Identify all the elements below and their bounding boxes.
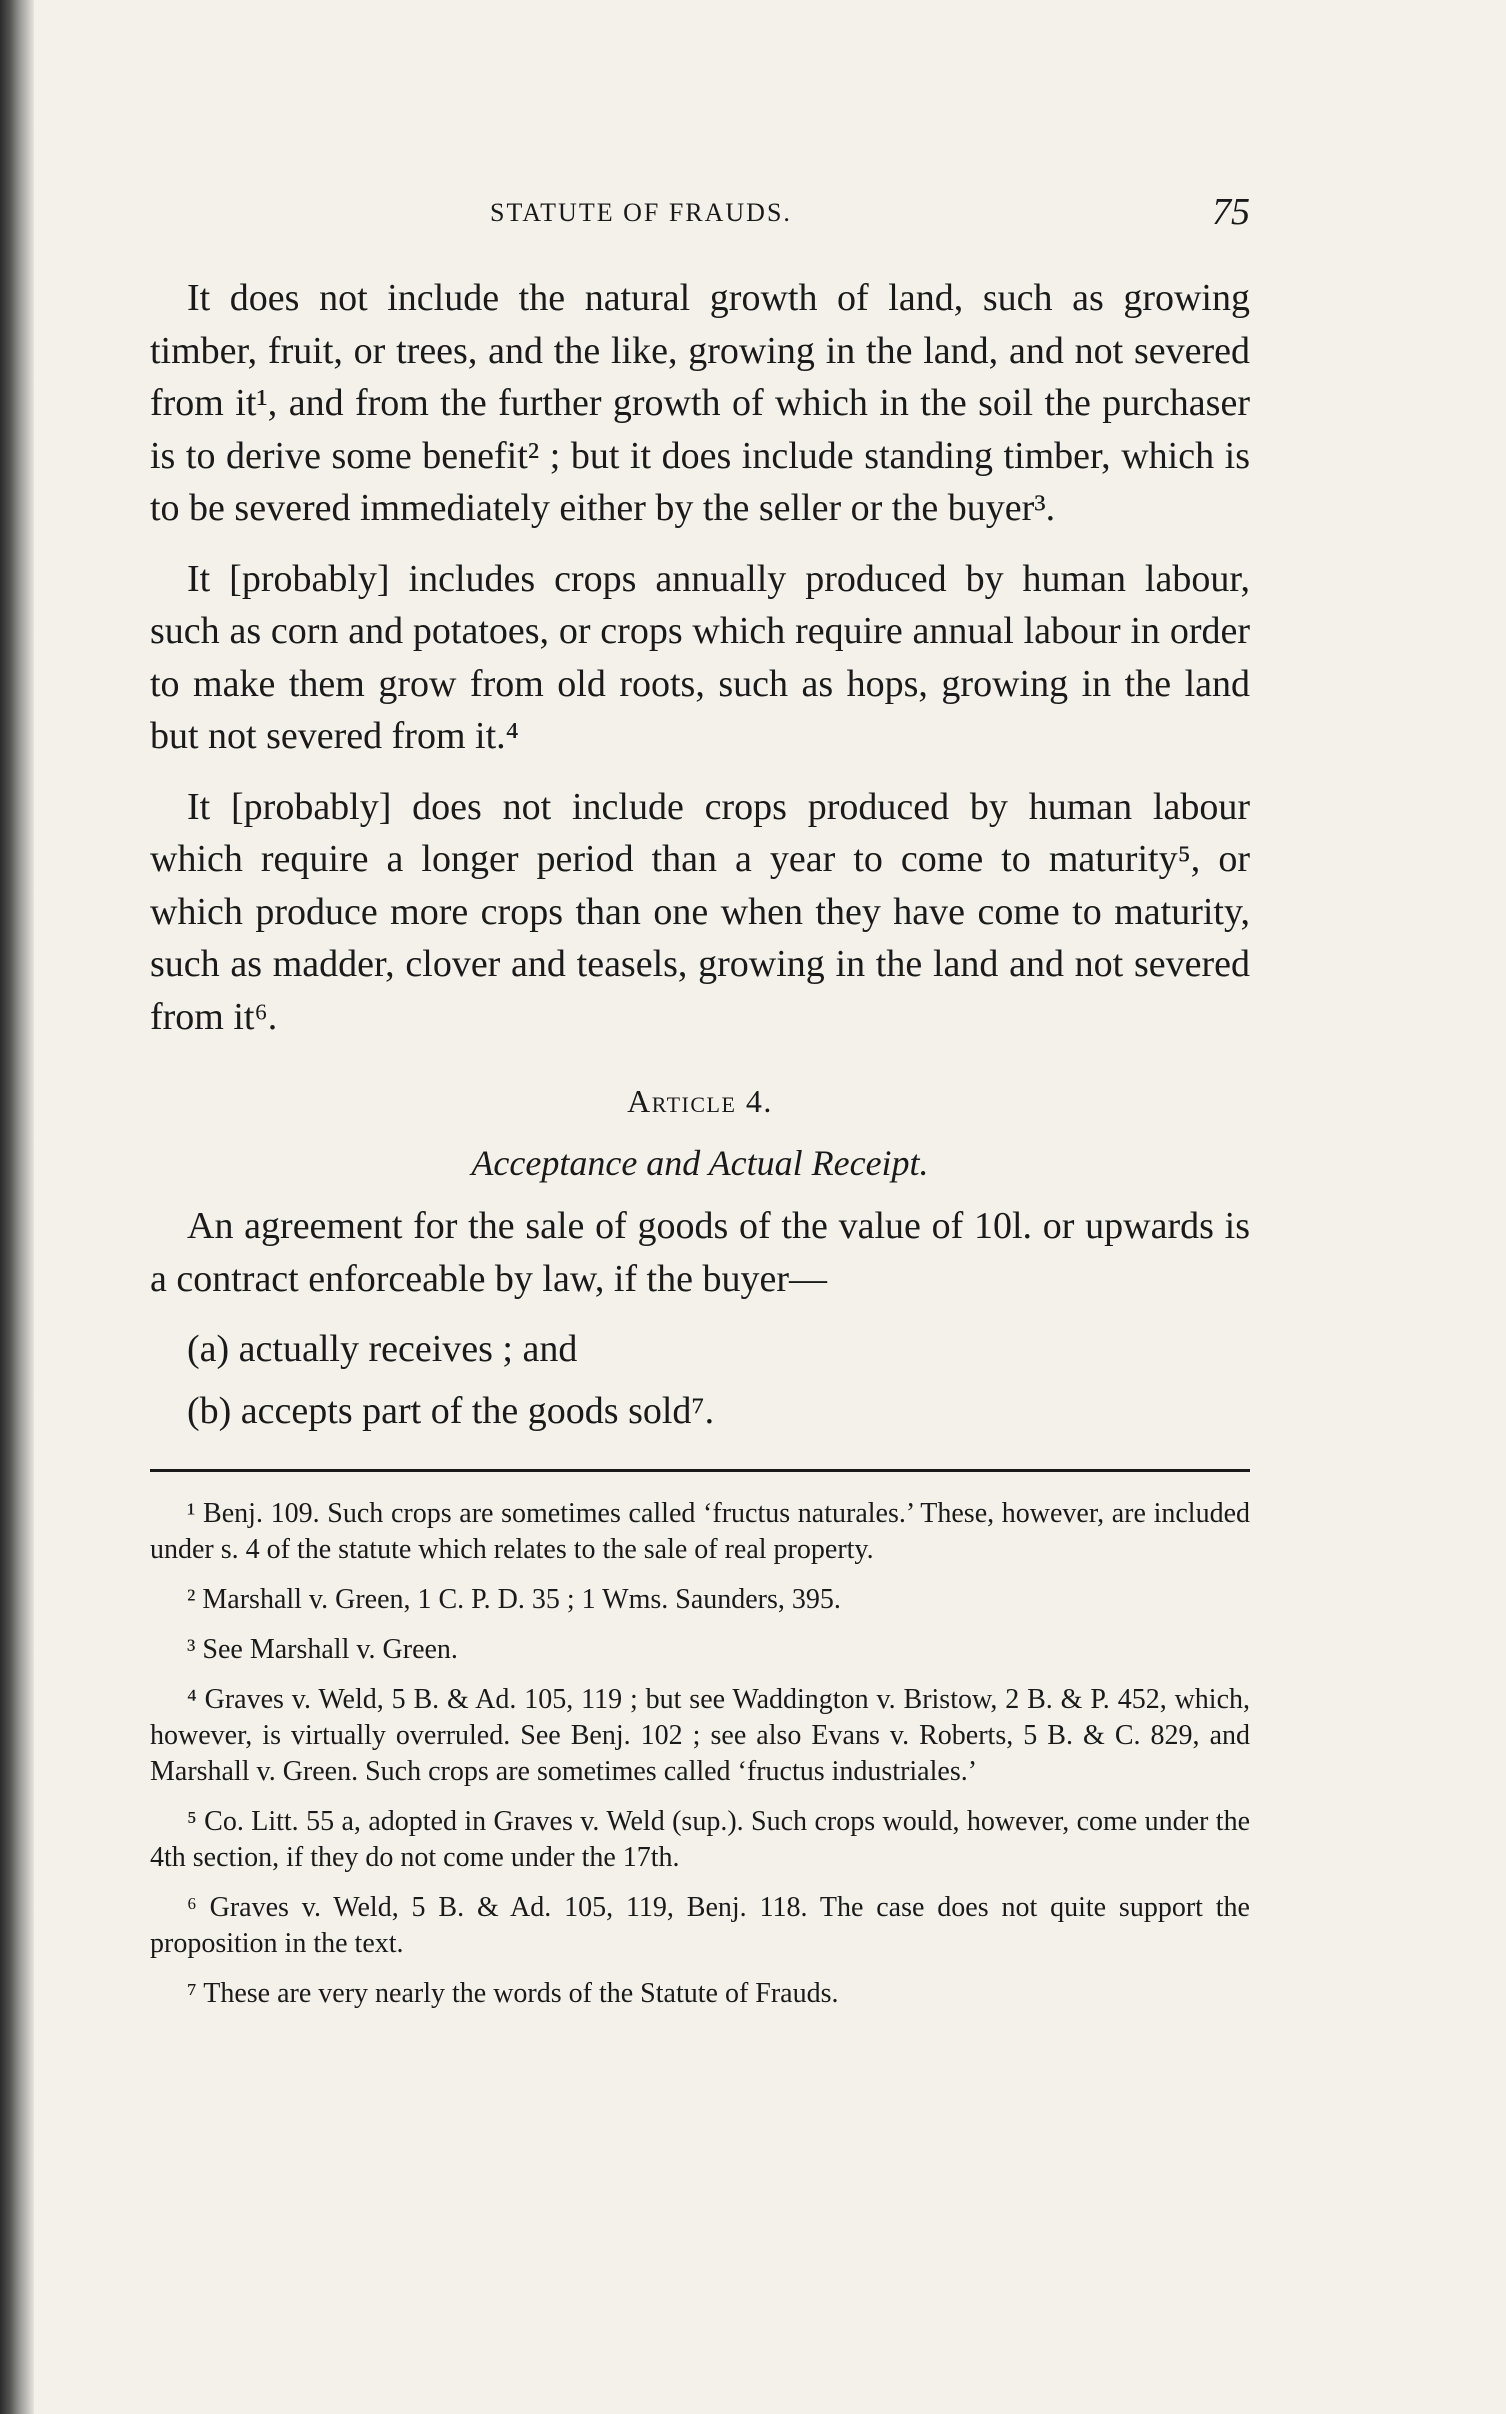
page-number: 75: [1212, 191, 1250, 233]
footnote-3: ³ See Marshall v. Green.: [187, 1634, 458, 1665]
book-page: [150, 190, 1250, 2026]
paragraph-longer-crops: It [probably] does not include crops produced by human labour which require a longer period than a year to come to maturity⁵, or which produce more crops than one when they have come to maturity, such as madder, clover and teasels, growing in the land and not severed from it⁶.: [150, 785, 1250, 1038]
article-subtitle: Acceptance and Actual Receipt.: [471, 1143, 929, 1183]
footnote-7: ⁷ These are very nearly the words of the Statute of Frauds.: [187, 1978, 839, 2009]
body-text: [150, 272, 1250, 1437]
paragraph-annual-crops: It [probably] includes crops annually produced by human labour, such as corn and potatoes, or crops which require annual labour in order to make them grow from old roots, such as hops, growing in the land but not severed from it.⁴: [150, 557, 1250, 757]
page-binding-edge: [0, 0, 34, 2414]
article-paragraph: An agreement for the sale of goods of the value of 10l. or upwards is a contract enforceable by law, if the buyer—: [150, 1205, 1250, 1300]
paragraph-natural-growth: It does not include the natural growth of land, such as growing timber, fruit, or trees, and the like, growing in the land, and not severed from it¹, and from the further growth of which in the soil the purchaser is to derive some benefit² ; but it does include standing timber, which is to be severed immediately either by the seller or the buyer³.: [150, 277, 1250, 529]
footnote-2: ² Marshall v. Green, 1 C. P. D. 35 ; 1 Wms. Saunders, 395.: [187, 1584, 841, 1615]
footnotes: [150, 1496, 1250, 2012]
page-header: [150, 190, 1250, 250]
list-item-a: (a) actually receives ; and: [187, 1328, 578, 1370]
footnote-4: ⁴ Graves v. Weld, 5 B. & Ad. 105, 119 ; but see Waddington v. Bristow, 2 B. & P. 452, which, however, is virtually overruled. See Benj. 102 ; see also Evans v. Roberts, 5 B. & C. 829, and Marshall v. Green. Such crops are sometimes called ‘fructus industriales.’: [150, 1684, 1250, 1787]
running-head: STATUTE OF FRAUDS.: [490, 198, 792, 227]
footnote-1: ¹ Benj. 109. Such crops are sometimes called ‘fructus naturales.’ These, however, are included under s. 4 of the statute which relates to the sale of real property.: [150, 1498, 1250, 1565]
footnote-6: ⁶ Graves v. Weld, 5 B. & Ad. 105, 119, Benj. 118. The case does not quite support the proposition in the text.: [150, 1892, 1250, 1959]
list-item-b: (b) accepts part of the goods sold⁷.: [187, 1390, 715, 1432]
footnote-5: ⁵ Co. Litt. 55 a, adopted in Graves v. Weld (sup.). Such crops would, however, come under the 4th section, if they do not come under the 17th.: [150, 1806, 1250, 1873]
footnote-rule: [150, 1469, 1250, 1472]
article-heading: Article 4.: [627, 1083, 773, 1119]
